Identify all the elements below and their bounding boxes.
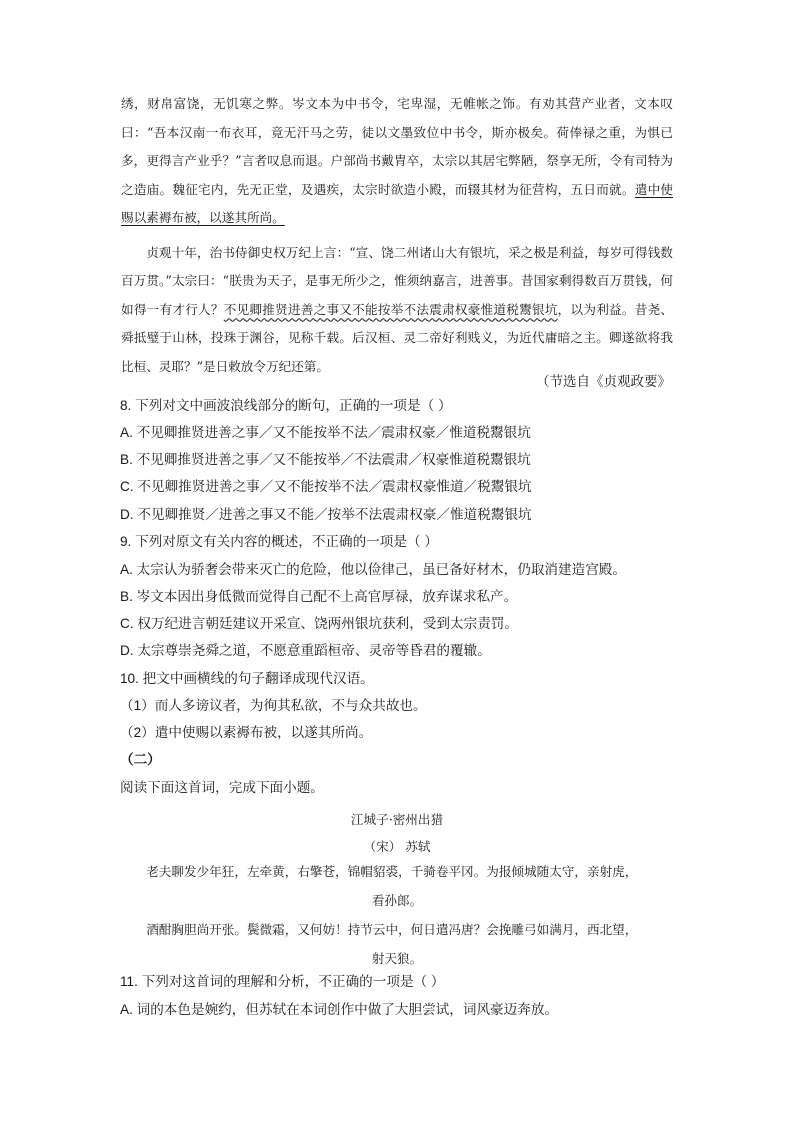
- section-heading-2: （二）: [120, 752, 161, 767]
- passage-paragraph-1: [121, 90, 673, 233]
- question-8-option-c[interactable]: C. 不见卿推贤进善之事／又不能按举不法／震肃权豪惟道／税鬻银坑: [120, 479, 532, 494]
- passage-text: ，以为利益。昔尧、舜抵璧于山林，投珠于渊谷，见称千载。后汉桓、灵二帝好利贱义，为近代庸暗之主。卿遂欲将我比桓、灵耶？”是日敕放令万纪还第。: [121, 301, 674, 374]
- poem-title: 江城子·密州出猎: [350, 812, 444, 827]
- question-8-option-d[interactable]: D. 不见卿推贤／进善之事又不能／按举不法震肃权豪／惟道税鬻银坑: [120, 507, 532, 522]
- section-2-intro: 阅读下面这首词，完成下面小题。: [120, 780, 324, 795]
- question-8-stem: 8. 下列对文中画波浪线部分的断句，正确的一项是（ ）: [120, 398, 452, 413]
- question-8-option-b[interactable]: B. 不见卿推贤进善之事／又不能按举／不法震肃／权豪惟道税鬻银坑: [120, 452, 531, 467]
- question-11-stem: 11. 下列对这首词的理解和分析，不正确的一项是（ ）: [120, 974, 445, 989]
- poem-body: [121, 857, 673, 973]
- passage-text: 绣，财帛富饶，无饥寒之弊。岑文本为中书令，宅卑湿，无帷帐之饰。有劝其营产业者，文本叹曰：“吾本汉南一布衣耳，竟无汗马之劳，徒以文墨致位中书令，斯亦极矣。荷俸禄之重，为惧已多，更得言产业乎？”言者叹息而退。户部尚书戴胄卒，太宗以其居宅弊陋，祭享无所，令有司特为之造庙。魏征宅内，先无正堂，及遇疾，太宗时欲造小殿，而辍其材为征营构，五日而就。: [121, 96, 673, 197]
- poem-stanza-2-end: 射天狼。: [371, 951, 423, 966]
- question-9-option-b[interactable]: B. 岑文本因出身低微而觉得自己配不上高官厚禄，放弃谋求私产。: [120, 589, 518, 604]
- passage-paragraph-2: [121, 239, 673, 382]
- question-8-option-a[interactable]: A. 不见卿推贤进善之事／又不能按举不法／震肃权豪／惟道税鬻银坑: [120, 425, 531, 440]
- question-9-option-d[interactable]: D. 太宗尊崇尧舜之道，不愿意重蹈桓帝、灵帝等昏君的覆辙。: [120, 643, 491, 658]
- question-9-option-a[interactable]: A. 太宗认为骄奢会带来灭亡的危险，他以俭律己，虽已备好材木，仍取消建造宫殿。: [120, 562, 626, 577]
- underlined-sentence: 遣中使赐以素褥布被，以遂其所尚。: [121, 181, 674, 225]
- question-10-item-1: （1）而人多谤议者，为徇其私欲，不与众共故也。: [120, 698, 427, 713]
- poem-stanza-1: 老夫聊发少年狂，左牵黄，右擎苍，锦帽貂裘，千骑卷平冈。为报倾城随太守，亲射虎，: [146, 864, 638, 879]
- classical-passage: [121, 90, 673, 381]
- question-10-item-2: （2）遣中使赐以素褥布被，以遂其所尚。: [120, 725, 373, 740]
- source-citation: （节选自《贞观政要》: [536, 374, 671, 389]
- question-9-option-c[interactable]: C. 权万纪进言朝廷建议开采宣、饶两州银坑获利，受到太宗责罚。: [120, 616, 518, 631]
- wavy-underlined-sentence: 不见卿推贤进善之事又不能按举不法震肃权豪惟道税鬻银坑: [223, 301, 558, 317]
- question-9-stem: 9. 下列对原文有关内容的概述，不正确的一项是（ ）: [120, 534, 438, 549]
- passage-text: 贞观十年，治书侍御史权万纪上言：“宣、饶二州诸山大有银坑，采之极是利益，每岁可得钱数百万贯。”太宗曰：“朕贵为天子，是事无所少之，惟须纳嘉言，进善事。昔国家剩得数百万贯钱，何如得一有才行人？: [121, 244, 673, 317]
- poem-stanza-2: 酒酣胸胆尚开张。鬓微霜，又何妨！持节云中，何日遣冯唐？会挽雕弓如满月，西北望，: [146, 922, 638, 937]
- question-11-option-a[interactable]: A. 词的本色是婉约，但苏轼在本词创作中做了大胆尝试，词风豪迈奔放。: [120, 1002, 559, 1017]
- poem-author: （宋） 苏轼: [363, 839, 431, 854]
- poem-stanza-1-end: 看孙郎。: [371, 893, 423, 908]
- question-10-stem: 10. 把文中画横线的句子翻译成现代汉语。: [120, 671, 374, 686]
